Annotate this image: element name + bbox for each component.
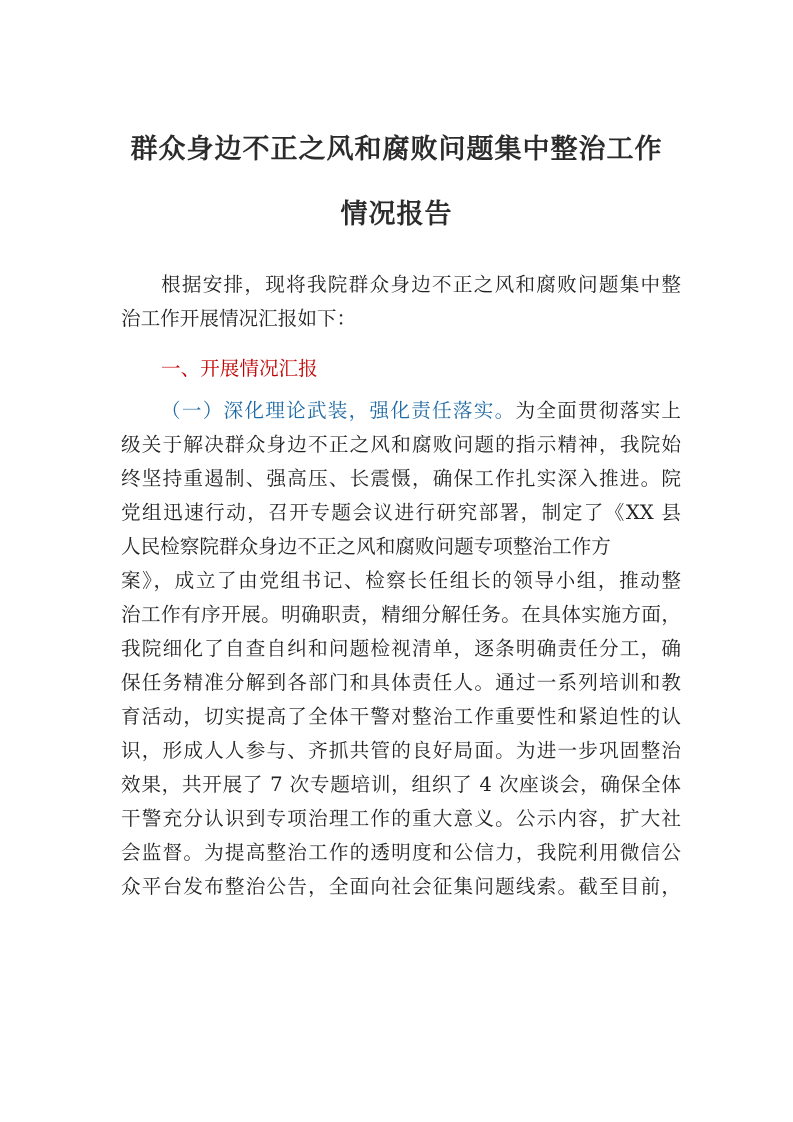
paragraph-line: 识，形成人人参与、齐抓共管的良好局面。为进一步巩固整治 — [121, 739, 681, 762]
paragraph-line: 党组迅速行动，召开专题会议进行研究部署，制定了《XX 县 — [121, 501, 681, 524]
section-paragraph — [121, 394, 681, 904]
paragraph-line: 会监督。为提高整治工作的透明度和公信力，我院利用微信公 — [121, 841, 681, 864]
paragraph-line: 案》，成立了由党组书记、检察长任组长的领导小组，推动整 — [121, 569, 681, 592]
intro-paragraph — [121, 268, 681, 336]
paragraph-first-line-rest: 为全面贯彻落实上 — [515, 399, 681, 422]
document-title-line-1: 群众身边不正之风和腐败问题集中整治工作 — [130, 134, 663, 165]
intro-line-1: 根据安排，现将我院群众身边不正之风和腐败问题集中整 — [161, 273, 681, 296]
document-title-line-2: 情况报告 — [340, 199, 453, 230]
paragraph-line: 育活动，切实提高了全体干警对整治工作重要性和紧迫性的认 — [121, 705, 681, 728]
section-heading: 一、开展情况汇报 — [161, 357, 318, 380]
intro-line-2: 治工作开展情况汇报如下： — [121, 307, 357, 330]
paragraph-line: 效果，共开展了 7 次专题培训，组织了 4 次座谈会，确保全体 — [121, 773, 681, 796]
paragraph-line: 人民检察院群众身边不正之风和腐败问题专项整治工作方 — [121, 535, 611, 558]
paragraph-line: 治工作有序开展。明确职责，精细分解任务。在具体实施方面， — [121, 603, 681, 626]
paragraph-line: 干警充分认识到专项治理工作的重大意义。公示内容，扩大社 — [121, 807, 681, 830]
paragraph-line: 保任务精准分解到各部门和具体责任人。通过一系列培训和教 — [121, 671, 681, 694]
paragraph-line: 众平台发布整治公告，全面向社会征集问题线索。截至目前， — [121, 875, 681, 898]
paragraph-line: 级关于解决群众身边不正之风和腐败问题的指示精神，我院始 — [121, 433, 681, 456]
paragraph-line-1 — [121, 394, 681, 428]
paragraph-line: 我院细化了自查自纠和问题检视清单，逐条明确责任分工，确 — [121, 637, 681, 660]
paragraph-line: 终坚持重遏制、强高压、长震慑，确保工作扎实深入推进。院 — [121, 467, 681, 490]
subheading: （一）深化理论武装，强化责任落实。 — [161, 399, 516, 422]
